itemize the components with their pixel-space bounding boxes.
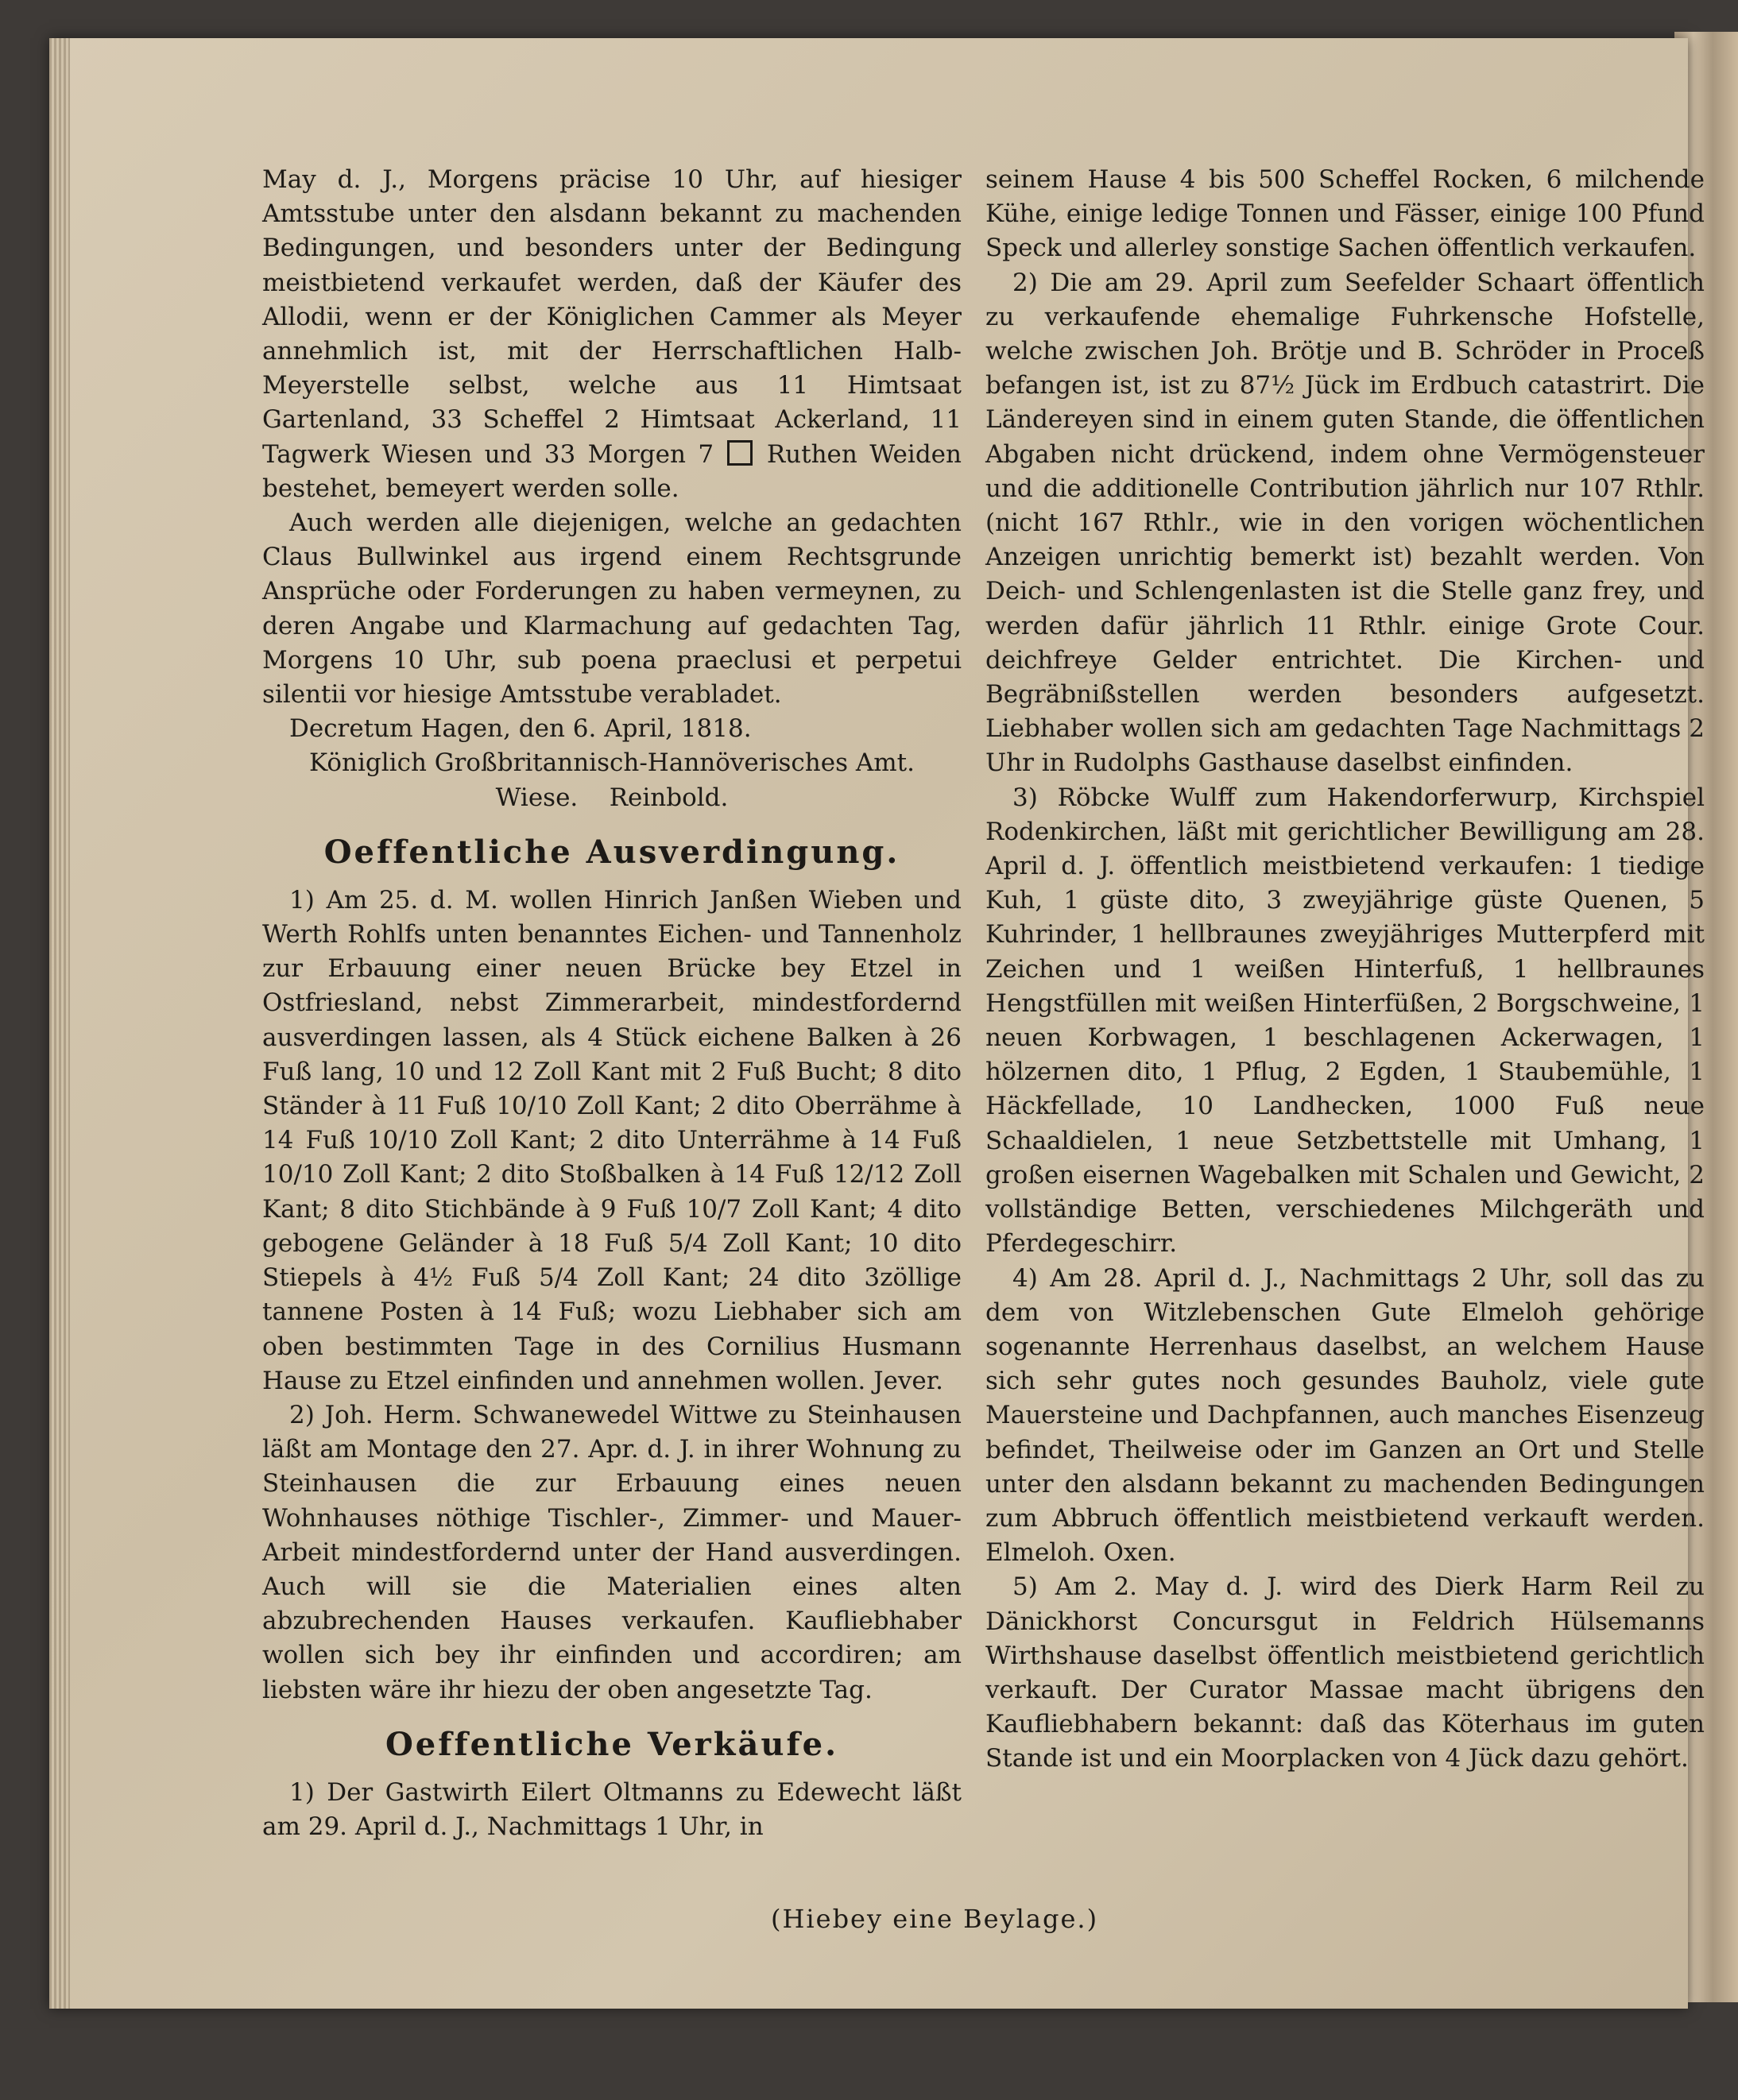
paragraph-text: Ruthen Weiden bestehet, bemeyert werden solle.	[262, 439, 962, 503]
section-heading: Oeffentliche Ausverdingung.	[323, 833, 900, 871]
issuing-authority: Königlich Großbritannisch-Hannöverisches Amt.	[309, 748, 915, 778]
paragraph	[262, 163, 962, 506]
left-column	[262, 163, 962, 1844]
right-column	[985, 163, 1705, 1777]
paragraph: 3) Röbcke Wulff zum Hakendorferwurp, Kirchspiel Rodenkirchen, läßt mit gerichtlicher Bewilligung am 28. April d. J. öffentlich meistbietend verkaufen: 1 tiedige Kuh, 1 güste dito, 3 zweyjährige güste Quenen, 5 Kuhrinder, 1 hellbraunes zweyjähriges Mutterpferd mit Zeichen und 1 weißen Hinterfuß, 1 hellbraunes Hengstfüllen mit weißen Hinterfüßen, 2 Borgschweine, 1 neuen Korbwagen, 1 beschlagenen Ackerwagen, 1 hölzernen dito, 1 Pflug, 2 Egden, 1 Staubemühle, 1 Häckfellade, 10 Landhecken, 1000 Fuß neue Schaaldielen, 1 neue Setzbettstelle mit Umhang, 1 großen eisernen Wagebalken mit Schalen und Gewicht, 2 vollständige Betten, verschiedenes Milchgeräth und Pferdegeschirr.	[985, 783, 1705, 1259]
decree-date: Decretum Hagen, den 6. April, 1818.	[289, 714, 752, 744]
supplement-note: (Hiebey eine Beylage.)	[771, 1904, 1099, 1934]
paragraph: 2) Die am 29. April zum Seefelder Schaart öffentlich zu verkaufende ehemalige Fuhrkensche Hofstelle, welche zwischen Joh. Brötje und B. Schröder in Proceß befangen ist, ist zu 87½ Jück im Erdbuch catastrirt. Die Ländereyen sind in einem guten Stande, die öffentlichen Abgaben nicht drückend, indem ohne Vermögensteuer und die additionelle Contribution jährlich nur 107 Rthlr. (nicht 167 Rthlr., wie in den vorigen wöchentlichen Anzeigen unrichtig bemerkt ist) bezahlt werden. Von Deich- und Schlengenlasten ist die Stelle ganz frey, und werden dafür jährlich 11 Rthlr. einige Grote Cour. deichfreye Gelder entrichtet. Die Kirchen- und Begräbnißstellen werden besonders aufgesetzt. Liebhaber wollen sich am gedachten Tage Nachmittags 2 Uhr in Rudolphs Gasthause daselbst einfinden.	[985, 268, 1705, 778]
page-stack-edge	[49, 38, 70, 2009]
paragraph: Auch werden alle diejenigen, welche an gedachten Claus Bullwinkel aus irgend einem Rechtsgrunde Ansprüche oder Forderungen zu haben vermeynen, zu deren Angabe und Klarmachung auf gedachten Tag, Morgens 10 Uhr, sub poena praeclusi et perpetui silentii vor hiesige Amtsstube verabladet.	[262, 509, 962, 710]
signatures: Wiese. Reinbold.	[495, 783, 729, 812]
square-symbol-icon	[727, 440, 753, 466]
paragraph: 4) Am 28. April d. J., Nachmittags 2 Uhr, soll das zu dem von Witzlebenschen Gute Elmeloh gehörige sogenannte Herrenhaus daselbst, an welchem Hause sich sehr gutes noch gesundes Bauholz, viele gute Mauersteine und Dachpfannen, auch manches Eisenzeug befindet, Theilweise oder im Ganzen an Ort und Stelle unter den alsdann bekannt zu machenden Bedingungen zum Abbruch öffentlich meistbietend verkauft werden. Elmeloh. Oxen.	[985, 1263, 1705, 1568]
paragraph: seinem Hause 4 bis 500 Scheffel Rocken, 6 milchende Kühe, einige ledige Tonnen und Fässer, einige 100 Pfund Speck und allerley sonstige Sachen öffentlich verkaufen.	[985, 165, 1705, 263]
paragraph-text: May d. J., Morgens präcise 10 Uhr, auf hiesiger Amtsstube unter den alsdann bekannt zu machenden Bedingungen, und besonders unter der Bedingung meistbietend verkaufet werden, daß der Käufer des Allodii, wenn er der Königlichen Cammer als Meyer annehmlich ist, mit der Herrschaftlichen Halb-Meyerstelle selbst, welche aus 11 Himtsaat Gartenland, 33 Scheffel 2 Himtsaat Ackerland, 11 Tagwerk Wiesen und 33 Morgen 7	[262, 165, 962, 469]
section-heading: Oeffentliche Verkäufe.	[385, 1725, 839, 1763]
paragraph: 1) Am 25. d. M. wollen Hinrich Janßen Wieben und Werth Rohlfs unten benanntes Eichen- und Tannenholz zur Erbauung einer neuen Brücke bey Etzel in Ostfriesland, nebst Zimmerarbeit, mindestfordernd ausverdingen lassen, als 4 Stück eichene Balken à 26 Fuß lang, 10 und 12 Zoll Kant mit 2 Fuß Bucht; 8 dito Ständer à 11 Fuß 10/10 Zoll Kant; 2 dito Oberrähme à 14 Fuß 10/10 Zoll Kant; 2 dito Unterrähme à 14 Fuß 10/10 Zoll Kant; 2 dito Stoßbalken à 14 Fuß 12/12 Zoll Kant; 8 dito Stichbände à 9 Fuß 10/7 Zoll Kant; 4 dito gebogene Geländer à 18 Fuß 5/4 Zoll Kant; 10 dito Stiepels à 4½ Fuß 5/4 Zoll Kant; 24 dito 3zöllige tannene Posten à 14 Fuß; wozu Liebhaber sich am oben bestimmten Tage in des Cornilius Husmann Hause zu Etzel einfinden und annehmen wollen. Jever.	[262, 885, 962, 1395]
paragraph: 5) Am 2. May d. J. wird des Dierk Harm Reil zu Dänickhorst Concursgut in Feldrich Hülsemanns Wirthshause daselbst öffentlich meistbietend gerichtlich verkauft. Der Curator Massae macht übrigens den Kaufliebhabern bekannt: daß das Köterhaus im guten Stande ist und ein Moorplacken von 4 Jück dazu gehört.	[985, 1572, 1705, 1773]
paragraph: 2) Joh. Herm. Schwanewedel Wittwe zu Steinhausen läßt am Montage den 27. Apr. d. J. in ihrer Wohnung zu Steinhausen die zur Erbauung eines neuen Wohnhauses nöthige Tischler-, Zimmer- und Mauer-Arbeit mindestfordernd unter der Hand ausverdingen. Auch will sie die Materialien eines alten abzubrechenden Hauses verkaufen. Kaufliebhaber wollen sich bey ihr einfinden und accordiren; am liebsten wäre ihr hiezu der oben angesetzte Tag.	[262, 1400, 962, 1704]
paragraph: 1) Der Gastwirth Eilert Oltmanns zu Edewecht läßt am 29. April d. J., Nachmittags 1 Uhr, in	[262, 1777, 962, 1841]
